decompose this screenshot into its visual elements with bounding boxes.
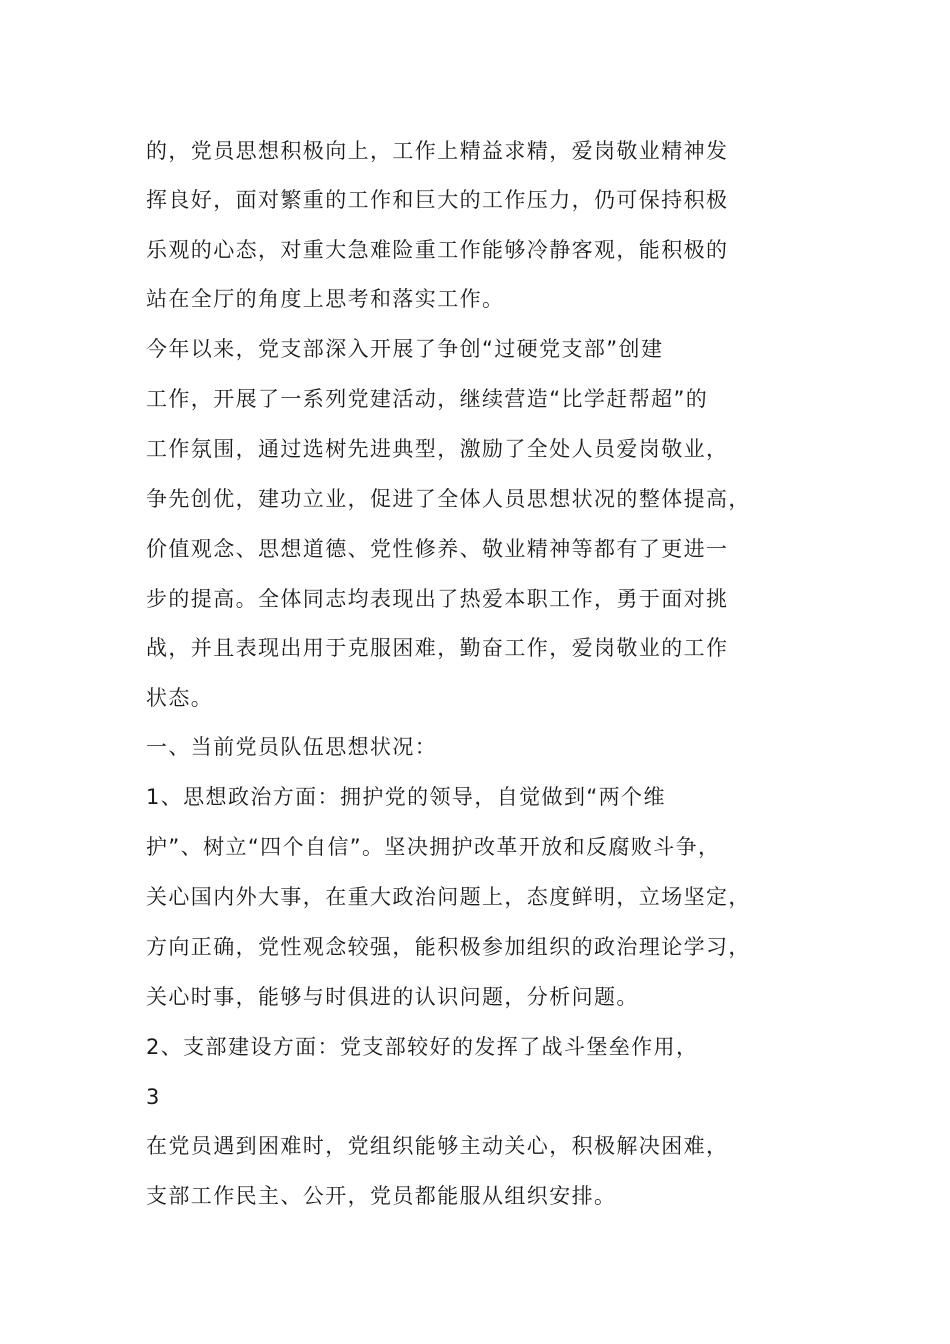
list-item-1: 1、思想政治方面：拥护党的领导，自觉做到“两个维 (146, 785, 666, 809)
paragraph-start-line: 今年以来，党支部深入开展了争创“过硬党支部”创建 (146, 337, 664, 361)
text-line: 状态。 (146, 686, 214, 710)
text-line: 关心时事，能够与时俱进的认识问题，分析问题。 (146, 985, 639, 1009)
text-line: 关心国内外大事，在重大政治问题上，态度鲜明，立场坚定， (146, 885, 751, 909)
page-number: 3 (146, 1085, 160, 1109)
text-line: 站在全厅的角度上思考和落实工作。 (146, 287, 505, 311)
text-line: 战，并且表现出用于克服困难，勤奋工作，爱岗敬业的工作 (146, 636, 729, 660)
text-line: 在党员遇到困难时，党组织能够主动关心，积极解决困难， (146, 1134, 729, 1158)
text-line: 工作，开展了一系列党建活动，继续营造“比学赶帮超”的 (146, 387, 709, 411)
text-line: 方向正确，党性观念较强，能积极参加组织的政治理论学习， (146, 935, 751, 959)
text-line: 的，党员思想积极向上，工作上精益求精，爱岗敬业精神发 (146, 139, 729, 163)
list-item-2: 2、支部建设方面：党支部较好的发挥了战斗堡垒作用， (146, 1035, 699, 1059)
text-line: 争先创优，建功立业，促进了全体人员思想状况的整体提高， (146, 487, 751, 511)
text-line: 支部工作民主、公开，党员都能服从组织安排。 (146, 1184, 617, 1208)
text-line: 价值观念、思想道德、党性修养、敬业精神等都有了更进一 (146, 537, 729, 561)
text-line: 工作氛围，通过选树先进典型，激励了全处人员爱岗敬业， (146, 437, 729, 461)
text-line: 挥良好，面对繁重的工作和巨大的工作压力，仍可保持积极 (146, 188, 729, 212)
text-line: 护”、树立“四个自信”。坚决拥护改革开放和反腐败斗争， (146, 835, 721, 859)
section-heading: 一、当前党员队伍思想状况： (146, 735, 438, 759)
text-line: 乐观的心态，对重大急难险重工作能够冷静客观，能积极的 (146, 238, 729, 262)
text-line: 步的提高。全体同志均表现出了热爱本职工作，勇于面对挑 (146, 587, 729, 611)
